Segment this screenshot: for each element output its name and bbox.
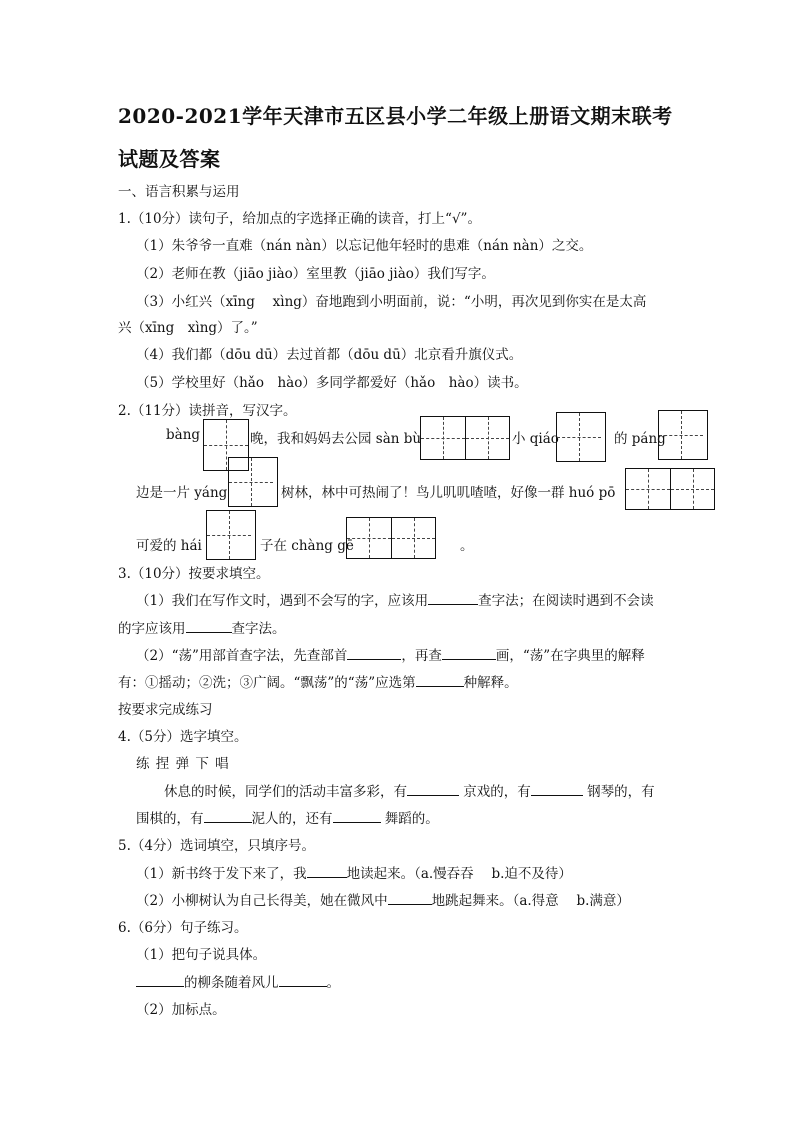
q5-line2-b: 地跳起舞来。（a.得意 b.满意） [431, 893, 630, 909]
answer-blank[interactable] [416, 674, 464, 687]
q2-text-wan: 晚，我和妈妈去公园 sàn bù [250, 431, 422, 447]
q2-stem: 2.（11分）读拼音，写汉字。 [118, 403, 297, 419]
q4-line2-a: 围棋的，有 [136, 811, 204, 827]
q5-line1-a: （1）新书终于发下来了，我 [136, 866, 307, 882]
q1-line3: （3）小红兴（xīng xìng）奋地跑到小明面前，说：“小明，再次见到你实在是太高 [136, 294, 647, 310]
q3-line4-b: 种解释。 [463, 675, 518, 691]
answer-blank[interactable] [407, 783, 459, 796]
q5-line1-b: 地读起来。（a.慢吞吞 b.迫不及待） [346, 866, 572, 882]
q5-line1 [136, 862, 572, 882]
q2-text-keai: 可爱的 hái [136, 538, 202, 554]
q6-line2 [136, 971, 340, 991]
q6-line3: （2）加标点。 [136, 1002, 226, 1018]
answer-blank[interactable] [186, 620, 232, 633]
q2-text-end: 。 [460, 538, 474, 554]
q3-line2-b: 查字法。 [231, 621, 286, 637]
doc-title-line1: 2020-2021学年天津市五区县小学二年级上册语文期末联考 [118, 104, 673, 128]
q2-text-xiao: 小 qiáo [512, 431, 559, 447]
q1-line2: （2）老师在教（jiāo jiào）室里教（jiāo jiào）我们写字。 [136, 266, 495, 282]
q2-text-bian: 边是一片 yáng [136, 485, 228, 501]
q3-line3-a: （2）“荡”用部首查字法，先查部首 [136, 648, 348, 664]
q1-stem: 1.（10分）读句子，给加点的字选择正确的读音，打上“√”。 [118, 211, 481, 227]
tianzige-box[interactable] [556, 412, 606, 462]
q1-line5: （5）学校里好（hǎo hào）多同学都爱好（hǎo hào）读书。 [136, 375, 528, 391]
doc-title-line2: 试题及答案 [118, 147, 221, 171]
q2-pinyin-bang: bàng [166, 427, 201, 443]
answer-blank[interactable] [442, 647, 496, 660]
q3-line1 [136, 589, 654, 609]
answer-blank[interactable] [279, 974, 327, 987]
q3-line3-b: ，再查 [401, 648, 442, 664]
q4-choices: 练 捏 弹 下 唱 [136, 756, 230, 772]
answer-blank[interactable] [136, 974, 184, 987]
q1-line1: （1）朱爷爷一直难（nán nàn）以忘记他年轻时的患难（nán nàn）之交。 [136, 238, 593, 254]
sub-heading: 按要求完成练习 [118, 702, 213, 718]
q6-stem: 6.（6分）句子练习。 [118, 920, 248, 936]
tianzige-box[interactable] [625, 468, 715, 510]
q3-line1-b: 查字法；在阅读时遇到不会读 [478, 593, 654, 609]
q4-line2 [136, 807, 439, 827]
q4-line2-b: 泥人的，还有 [251, 811, 333, 827]
tianzige-box[interactable] [346, 517, 436, 559]
tianzige-box[interactable] [420, 416, 510, 460]
tianzige-box[interactable] [658, 410, 708, 460]
tianzige-box[interactable] [228, 457, 278, 507]
q5-line2 [136, 889, 630, 909]
q5-line2-a: （2）小柳树认为自己长得美，她在微风中 [136, 893, 388, 909]
q3-line2-a: 的字应该用 [118, 621, 186, 637]
q4-line1 [164, 780, 655, 800]
answer-blank[interactable] [531, 783, 583, 796]
q1-line4: （4）我们都（dōu dū）去过首都（dōu dū）北京看升旗仪式。 [136, 347, 523, 363]
q3-line2 [118, 617, 286, 637]
answer-blank[interactable] [388, 892, 432, 905]
q3-line4-a: 有：①摇动；②洗；③广阔。“飘荡”的“荡”应选第 [118, 675, 416, 691]
q4-stem: 4.（5分）选字填空。 [118, 729, 248, 745]
answer-blank[interactable] [347, 647, 401, 660]
q3-stem: 3.（10分）按要求填空。 [118, 566, 270, 582]
q5-stem: 5.（4分）选词填空，只填序号。 [118, 838, 315, 854]
q2-text-de: 的 páng [614, 431, 666, 447]
q4-line1-a: 休息的时候，同学们的活动丰富多彩，有 [164, 784, 407, 800]
answer-blank[interactable] [307, 865, 347, 878]
q4-line1-c: 钢琴的，有 [587, 784, 655, 800]
q2-text-shulin: 树林，林中可热闹了！鸟儿叽叽喳喳，好像一群 huó pō [281, 485, 616, 501]
q6-line2-a: 的柳条随着风儿 [184, 975, 279, 991]
q4-line2-c: 舞蹈的。 [384, 811, 439, 827]
q4-line1-b: 京戏的，有 [463, 784, 531, 800]
answer-blank[interactable] [428, 592, 478, 605]
q3-line1-a: （1）我们在写作文时，遇到不会写的字，应该用 [136, 593, 429, 609]
q3-line3 [136, 644, 645, 664]
q6-line2-b: 。 [326, 975, 340, 991]
q3-line4 [118, 671, 518, 691]
answer-blank[interactable] [204, 810, 252, 823]
section-heading: 一、语言积累与运用 [118, 184, 240, 200]
q6-line1: （1）把句子说具体。 [136, 947, 267, 963]
tianzige-box[interactable] [206, 510, 256, 560]
q3-line3-c: 画，“荡”在字典里的解释 [495, 648, 645, 664]
q2-text-zizai: 子在 chàng gē [260, 538, 354, 554]
answer-blank[interactable] [333, 810, 381, 823]
q1-line3b: 兴（xīng xìng）了。” [118, 320, 258, 336]
